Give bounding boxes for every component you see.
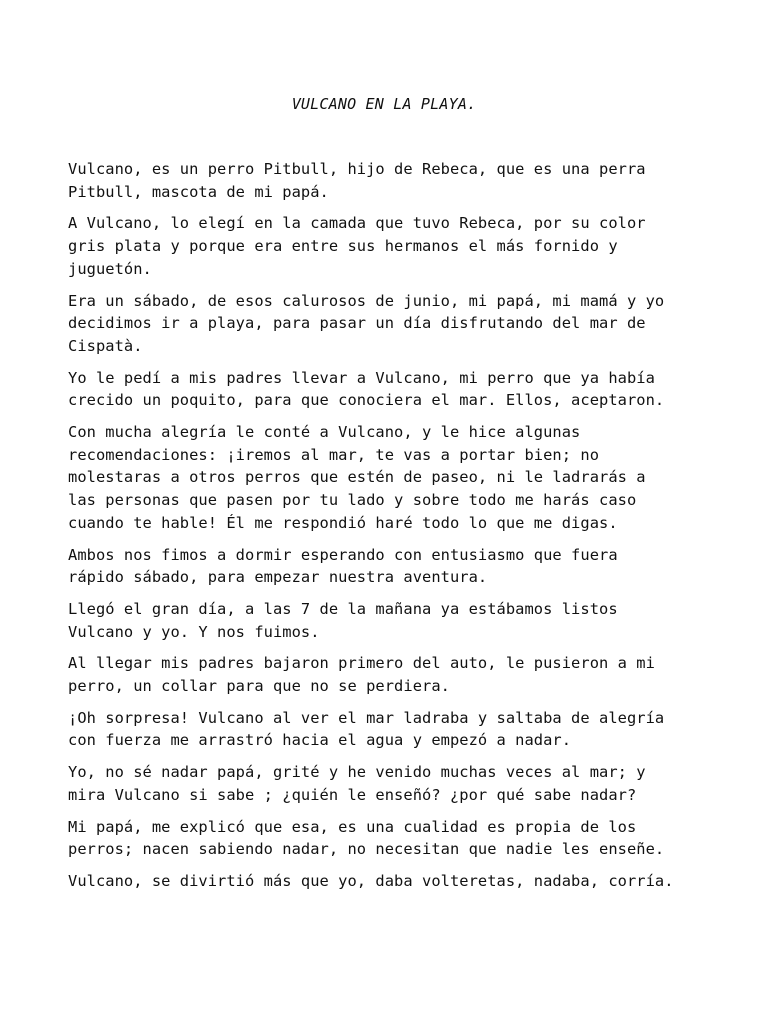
paragraph-line: Al llegar mis padres bajaron primero del auto, le pusieron a mi	[68, 654, 655, 673]
paragraph	[68, 707, 708, 752]
paragraph-line: Era un sábado, de esos calurosos de junio, mi papá, mi mamá y yo	[68, 291, 665, 310]
paragraph	[68, 761, 708, 806]
paragraph	[68, 212, 708, 280]
paragraph-line: mira Vulcano si sabe ; ¿quién le enseñó? ¿por qué sabe nadar?	[68, 785, 637, 804]
paragraph-line: perro, un collar para que no se perdiera.	[68, 677, 450, 696]
paragraph-line: Ambos nos fimos a dormir esperando con entusiasmo que fuera	[68, 545, 618, 564]
paragraph	[68, 544, 708, 589]
paragraph-line: Yo le pedí a mis padres llevar a Vulcano, mi perro que ya había	[68, 368, 655, 387]
paragraph-line: A Vulcano, lo elegí en la camada que tuvo Rebeca, por su color	[68, 214, 646, 233]
paragraph-line: Cispatà.	[68, 336, 143, 355]
paragraph	[68, 421, 708, 535]
paragraph-line: crecido un poquito, para que conociera el mar. Ellos, aceptaron.	[68, 391, 665, 410]
paragraph-line: con fuerza me arrastró hacia el agua y empezó a nadar.	[68, 731, 572, 750]
paragraph	[68, 367, 708, 412]
paragraph-line: Llegó el gran día, a las 7 de la mañana ya estábamos listos	[68, 599, 618, 618]
paragraph-line: Vulcano, se divirtió más que yo, daba volteretas, nadaba, corría.	[68, 871, 674, 890]
paragraph	[68, 816, 708, 861]
paragraph-line: Mi papá, me explicó que esa, es una cualidad es propia de los	[68, 817, 637, 836]
paragraph-line: Yo, no sé nadar papá, grité y he venido muchas veces al mar; y	[68, 763, 646, 782]
paragraph	[68, 652, 708, 697]
paragraph-line: Vulcano y yo. Y nos fuimos.	[68, 622, 320, 641]
paragraph	[68, 290, 708, 358]
paragraph-line: ¡Oh sorpresa! Vulcano al ver el mar ladraba y saltaba de alegría	[68, 708, 665, 727]
paragraph-line: Vulcano, es un perro Pitbull, hijo de Rebeca, que es una perra	[68, 160, 646, 178]
document-title: VULCANO EN LA PLAYA.	[291, 95, 477, 113]
paragraph-line: molestaras a otros perros que estén de paseo, ni le ladrarás a	[68, 468, 646, 487]
paragraph-line: recomendaciones: ¡iremos al mar, te vas a portar bien; no	[68, 445, 600, 464]
paragraph-line: las personas que pasen por tu lado y sobre todo me harás caso	[68, 491, 637, 510]
paragraph-line: juguetón.	[68, 259, 152, 278]
paragraph-line: gris plata y porque era entre sus hermanos el más fornido y	[68, 237, 618, 256]
paragraph	[68, 870, 708, 893]
paragraph-line: Pitbull, mascota de mi papá.	[68, 182, 329, 201]
paragraph	[68, 158, 708, 203]
paragraph-line: cuando te hable! Él me respondió haré todo lo que me digas.	[68, 513, 618, 532]
paragraph-line: rápido sábado, para empezar nuestra aventura.	[68, 568, 488, 587]
paragraph-line: perros; nacen sabiendo nadar, no necesitan que nadie les enseñe.	[68, 840, 665, 859]
document-body	[68, 158, 708, 902]
paragraph	[68, 598, 708, 643]
paragraph-line: decidimos ir a playa, para pasar un día disfrutando del mar de	[68, 314, 646, 333]
paragraph-line: Con mucha alegría le conté a Vulcano, y le hice algunas	[68, 423, 581, 442]
